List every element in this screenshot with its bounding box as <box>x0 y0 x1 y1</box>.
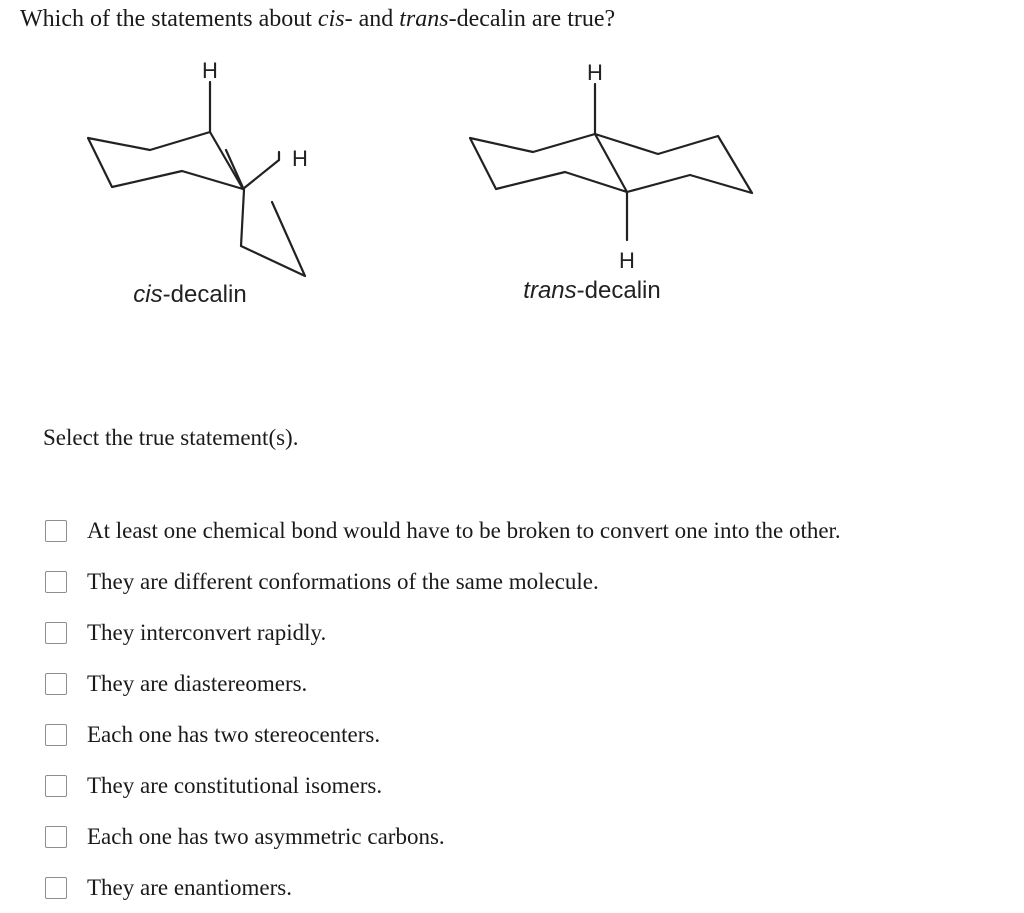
trans-upper-ring <box>470 134 627 192</box>
option-1-checkbox[interactable] <box>45 520 67 542</box>
option-8[interactable] <box>45 862 841 913</box>
option-5-checkbox[interactable] <box>45 724 67 746</box>
cis-decalin-label <box>133 281 246 308</box>
option-6-label[interactable]: They are constitutional isomers. <box>87 772 383 798</box>
cis-upper-ring <box>88 132 243 189</box>
option-3-checkbox[interactable] <box>45 622 67 644</box>
option-7-label[interactable]: Each one has two asymmetric carbons. <box>87 823 445 849</box>
question-text <box>20 4 615 34</box>
question-trans-italic: trans <box>399 6 449 32</box>
option-4-checkbox[interactable] <box>45 673 67 695</box>
question-part-2: - and <box>344 6 400 32</box>
option-1[interactable] <box>45 505 841 556</box>
option-6[interactable] <box>45 760 841 811</box>
trans-decalin-structure <box>470 60 752 304</box>
option-2[interactable] <box>45 556 841 607</box>
trans-h-top-label: H <box>587 60 603 85</box>
option-7[interactable] <box>45 811 841 862</box>
option-2-label[interactable]: They are different conformations of the same molecule. <box>87 568 599 594</box>
trans-lower-ring <box>595 134 752 193</box>
trans-prefix: trans <box>523 277 577 304</box>
cis-suffix: -decalin <box>162 281 247 308</box>
option-7-checkbox[interactable] <box>45 826 67 848</box>
decalin-structures-svg <box>0 40 1024 330</box>
select-prompt: Select the true statement(s). <box>43 425 299 450</box>
option-8-label[interactable]: They are enantiomers. <box>87 874 292 900</box>
question-part-1: Which of the statements about <box>20 6 318 32</box>
trans-suffix: -decalin <box>576 277 661 304</box>
cis-h-bond-side <box>243 160 279 189</box>
statement-options-list <box>45 505 841 913</box>
question-part-3: -decalin are true? <box>448 6 616 32</box>
cis-decalin-structure <box>88 58 308 308</box>
option-6-checkbox[interactable] <box>45 775 67 797</box>
option-3[interactable] <box>45 607 841 658</box>
option-5[interactable] <box>45 709 841 760</box>
option-1-label[interactable]: At least one chemical bond would have to be broken to convert one into the other. <box>87 517 841 543</box>
trans-decalin-label <box>523 277 660 304</box>
option-5-label[interactable]: Each one has two stereocenters. <box>87 721 381 747</box>
question-cis-italic: cis <box>317 6 345 32</box>
option-4-label[interactable]: They are diastereomers. <box>87 670 308 696</box>
cis-h-top-label: H <box>202 58 218 83</box>
option-4[interactable] <box>45 658 841 709</box>
option-3-label[interactable]: They interconvert rapidly. <box>87 619 327 645</box>
trans-h-bottom-label: H <box>619 248 635 273</box>
cis-prefix: cis <box>133 281 163 308</box>
cis-h-side-label: H <box>292 146 308 171</box>
decalin-structures-figure <box>0 40 1024 330</box>
option-2-checkbox[interactable] <box>45 571 67 593</box>
option-8-checkbox[interactable] <box>45 877 67 899</box>
